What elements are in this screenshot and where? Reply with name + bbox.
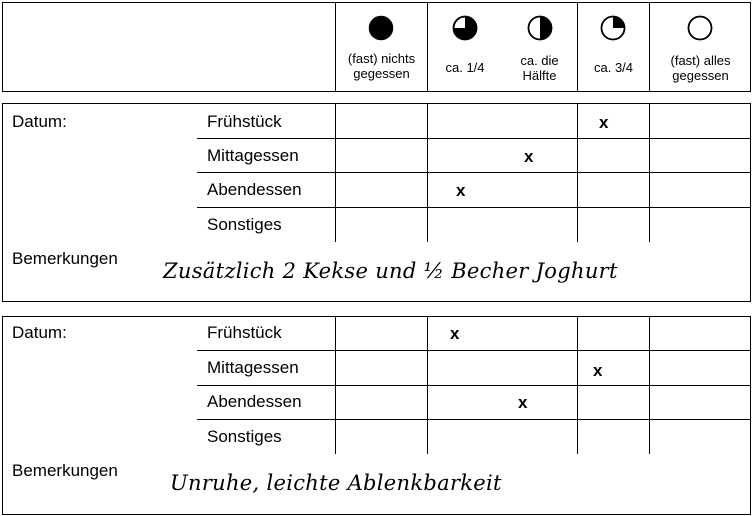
column-label-three-quarter	[578, 60, 649, 75]
column-label-line: (fast) nichts	[347, 51, 416, 66]
check-mark: x	[593, 361, 603, 380]
date-label: Datum:	[12, 323, 67, 342]
meal-label-lunch: Mittagessen	[207, 146, 299, 165]
column-label-quarter	[428, 60, 502, 75]
empty-circle-icon	[687, 15, 713, 41]
date-label: Datum:	[12, 112, 67, 131]
check-mark: x	[599, 113, 609, 132]
meal-label-other: Sonstiges	[207, 427, 282, 446]
remarks-text: Unruhe, leichte Ablenkbarkeit	[170, 471, 502, 495]
meal-label-dinner: Abendessen	[207, 392, 302, 411]
full-circle-icon	[368, 15, 394, 41]
column-label-line: gegessen	[353, 66, 410, 81]
grid-line	[197, 385, 751, 386]
check-mark: x	[450, 324, 460, 343]
column-label-line: ca. 3/4	[593, 60, 634, 75]
column-label-line: ca. die	[520, 53, 559, 68]
check-mark: x	[518, 393, 528, 412]
remarks-label: Bemerkungen	[12, 249, 118, 268]
column-label-line: (fast) alles	[670, 53, 731, 68]
grid-line	[197, 138, 751, 139]
grid-line	[197, 350, 751, 351]
meal-label-lunch: Mittagessen	[207, 358, 299, 377]
header-divider	[577, 2, 578, 92]
grid-line	[197, 207, 751, 208]
half-circle-icon	[527, 15, 553, 41]
check-mark: x	[524, 147, 534, 166]
column-label-half	[502, 53, 577, 83]
header-divider	[427, 2, 428, 92]
grid-line	[197, 419, 751, 420]
remarks-label: Bemerkungen	[12, 461, 118, 480]
meal-label-breakfast: Frühstück	[207, 323, 282, 342]
meal-label-other: Sonstiges	[207, 215, 282, 234]
quarter-circle-icon	[600, 15, 626, 41]
remarks-text: Zusätzlich 2 Kekse und ½ Becher Joghurt	[163, 259, 618, 283]
column-label-nothing	[336, 51, 427, 81]
column-label-line: ca. 1/4	[445, 60, 485, 75]
three-quarter-circle-icon	[452, 15, 478, 41]
meal-label-dinner: Abendessen	[207, 180, 302, 199]
column-label-line: gegessen	[672, 68, 729, 83]
meal-label-breakfast: Frühstück	[207, 112, 282, 131]
grid-line	[197, 172, 751, 173]
check-mark: x	[456, 181, 466, 200]
column-label-all	[650, 53, 751, 83]
column-label-line: Hälfte	[522, 68, 557, 83]
